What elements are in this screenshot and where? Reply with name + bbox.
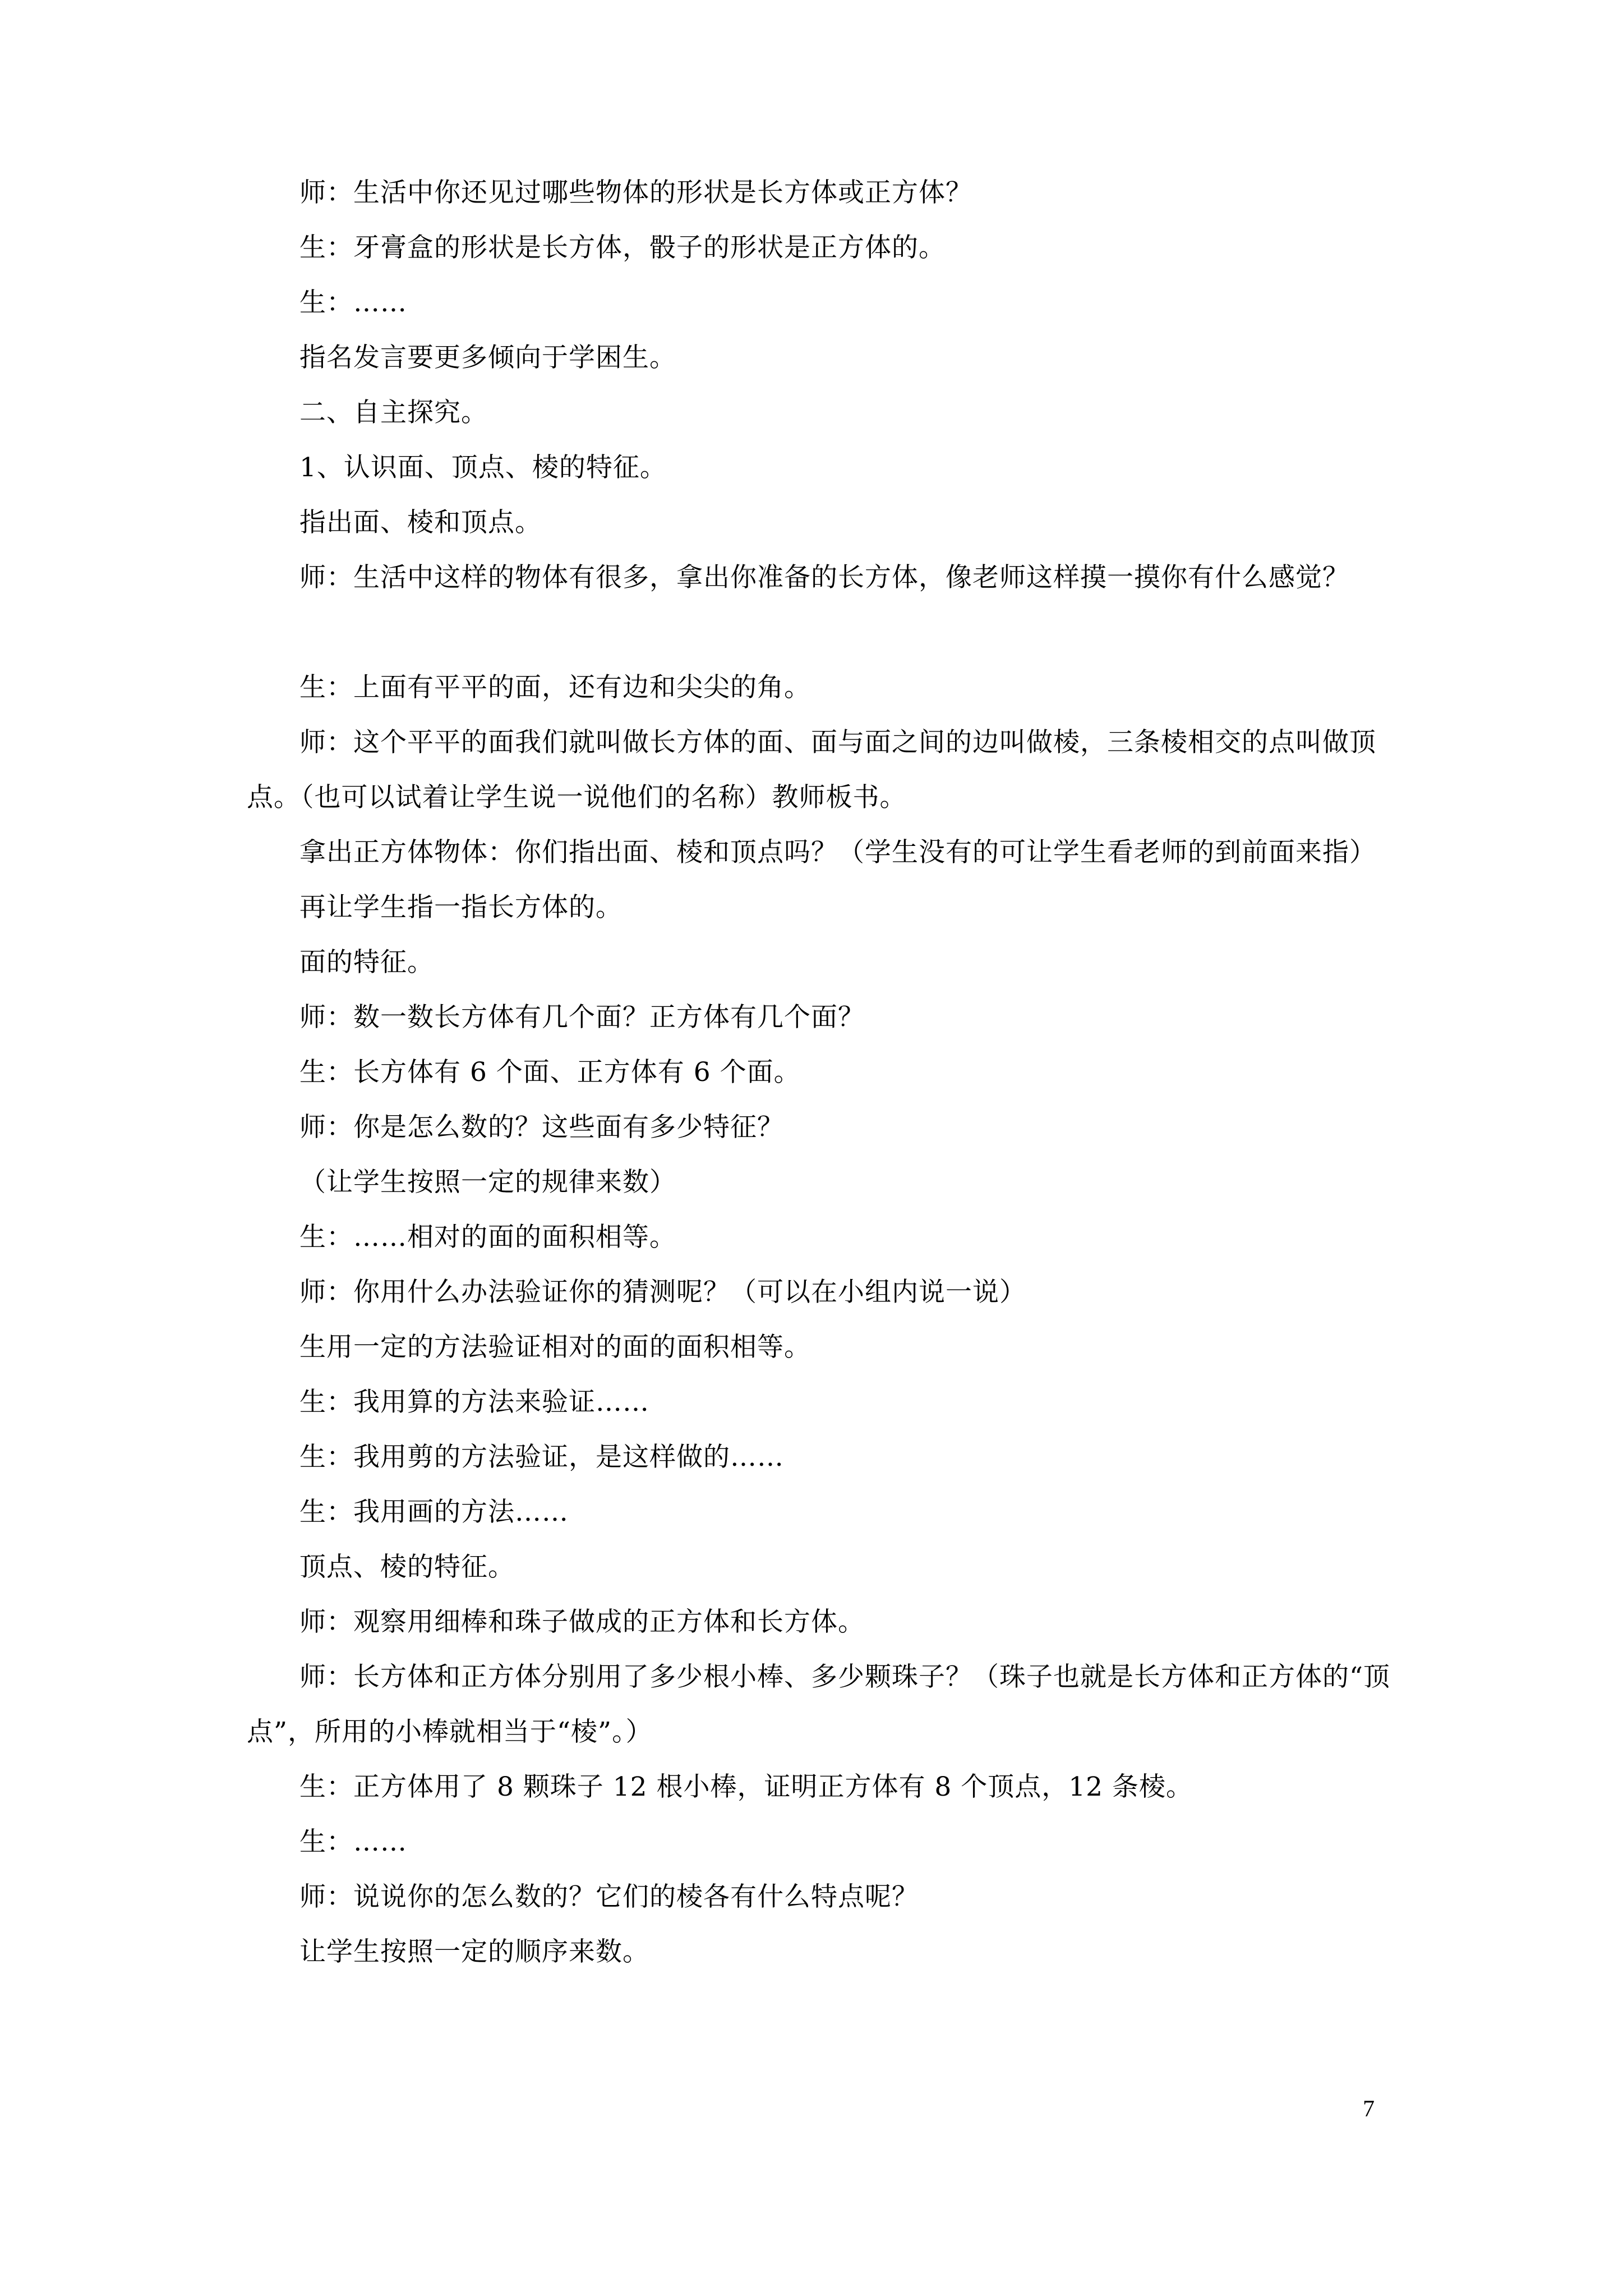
paragraph: 生：……相对的面的面积相等。 [299,1222,676,1253]
paragraph: 师：说说你的怎么数的？它们的棱各有什么特点呢？ [299,1881,919,1912]
paragraph: 拿出正方体物体：你们指出面、棱和顶点吗？（学生没有的可让学生看老师的到前面来指） [299,837,1376,868]
page-number: 7 [1363,2096,1375,2122]
paragraph: 生：上面有平平的面，还有边和尖尖的角。 [299,672,811,703]
paragraph: 师：生活中你还见过哪些物体的形状是长方体或正方体？ [299,177,972,208]
paragraph: 师：你用什么办法验证你的猜测呢？（可以在小组内说一说） [299,1277,1026,1308]
paragraph: 师：你是怎么数的？这些面有多少特征？ [299,1112,784,1143]
paragraph: 生：正方体用了 8 颗珠子 12 根小棒，证明正方体有 8 个顶点，12 条棱。 [299,1772,1193,1802]
paragraph: 面的特征。 [299,947,434,978]
paragraph: 生用一定的方法验证相对的面的面积相等。 [299,1332,811,1363]
page-body [247,165,1391,1980]
subsection-heading: 1、认识面、顶点、棱的特征。 [299,452,667,483]
paragraph: 生：牙膏盒的形状是长方体，骰子的形状是正方体的。 [299,232,946,263]
paragraph: 师：生活中这样的物体有很多，拿出你准备的长方体，像老师这样摸一摸你有什么感觉？ [299,562,1349,593]
paragraph: 师：数一数长方体有几个面？正方体有几个面？ [299,1002,865,1033]
paragraph: （让学生按照一定的规律来数） [299,1167,676,1198]
paragraph: 再让学生指一指长方体的。 [299,892,623,923]
paragraph: 生：我用算的方法来验证…… [299,1387,649,1418]
paragraph: 生：…… [299,1826,407,1857]
paragraph: 生：我用剪的方法验证，是这样做的…… [299,1442,784,1473]
section-heading: 二、自主探究。 [299,397,488,428]
paragraph: 师：长方体和正方体分别用了多少根小棒、多少颗珠子？（珠子也就是长方体和正方体的“顶点”，所用的小棒就相当于“棱”。） [247,1662,1391,1747]
paragraph: 生：长方体有 6 个面、正方体有 6 个面。 [299,1057,801,1088]
paragraph: 顶点、棱的特征。 [299,1552,515,1582]
paragraph: 师：观察用细棒和珠子做成的正方体和长方体。 [299,1607,865,1637]
paragraph: 生：我用画的方法…… [299,1497,569,1527]
paragraph: 生：…… [299,287,407,318]
paragraph: 指名发言要更多倾向于学困生。 [299,342,676,373]
paragraph: 让学生按照一定的顺序来数。 [299,1936,649,1967]
paragraph: 指出面、棱和顶点。 [299,507,542,538]
paragraph: 师：这个平平的面我们就叫做长方体的面、面与面之间的边叫做棱，三条棱相交的点叫做顶点。（也可以试着让学生说一说他们的名称）教师板书。 [247,727,1376,813]
